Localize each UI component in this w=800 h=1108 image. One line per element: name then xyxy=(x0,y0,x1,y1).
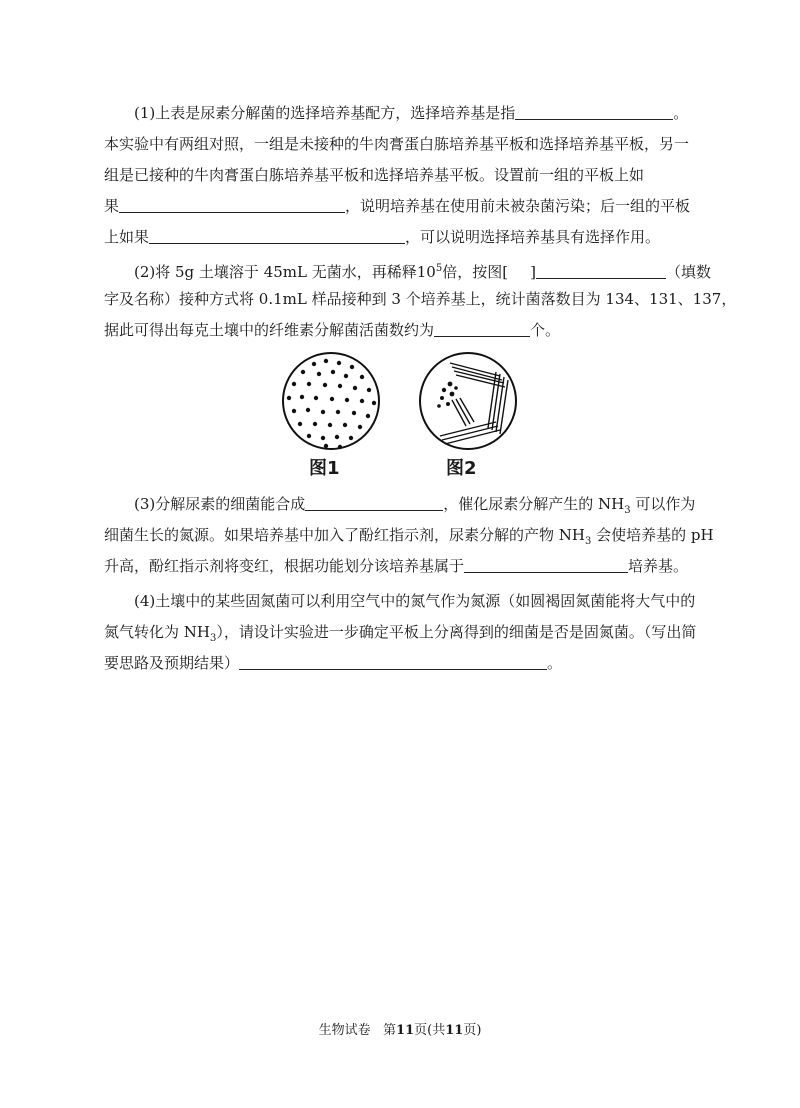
q1-line-3: 组是已接种的牛肉膏蛋白胨培养基平板和选择培养基平板。设置前一组的平板上如 xyxy=(104,166,645,184)
q2-text: 个。 xyxy=(530,321,561,339)
answer-blank-6[interactable] xyxy=(305,492,443,511)
q3-line-3 xyxy=(104,551,704,582)
figure-1-spread-plate xyxy=(283,353,379,449)
q2-text: ] xyxy=(530,263,536,281)
subscript: 3 xyxy=(624,505,631,516)
q3-text: 细菌生长的氮源。如果培养基中加入了酚红指示剂，尿素分解的产物 NH xyxy=(104,526,585,544)
q4-line-2 xyxy=(104,617,704,648)
q1-line-5 xyxy=(104,222,704,253)
figure-2-streak-plate xyxy=(420,353,516,449)
answer-blank-2[interactable] xyxy=(119,194,345,213)
figure-1-caption: 图1 xyxy=(309,458,340,479)
q3-text: (3)分解尿素的细菌能合成 xyxy=(134,495,306,513)
answer-blank-7[interactable] xyxy=(464,554,628,573)
q3-line-1 xyxy=(104,489,704,520)
q1-line-1 xyxy=(104,98,704,129)
figure-number-blank[interactable] xyxy=(508,261,530,279)
footer-text: 页) xyxy=(463,1023,482,1038)
q4-line-1: (4)土壤中的某些固氮菌可以利用空气中的氮气作为氮源（如圆褐固氮菌能将大气中的 xyxy=(134,592,696,610)
answer-blank-1[interactable] xyxy=(515,101,673,120)
figure-2-caption: 图2 xyxy=(446,458,477,479)
question-3 xyxy=(104,489,714,582)
q1-line-2: 本实验中有两组对照，一组是未接种的牛肉膏蛋白胨培养基平板和选择培养基平板，另一 xyxy=(104,135,690,153)
q4-text: 要思路及预期结果） xyxy=(104,654,240,672)
answer-blank-4[interactable] xyxy=(536,260,666,279)
figures xyxy=(274,350,534,478)
q4-text: ），请设计实验进一步确定平板上分离得到的细菌是否是固氮菌。（写出简 xyxy=(216,623,697,641)
q2-line-2: 字及名称）接种方式将 0.1mL 样品接种到 3 个培养基上，统计菌落数目为 134、131、137， xyxy=(104,290,737,308)
footer-page-number: 11 xyxy=(396,1023,415,1038)
q4-line-3 xyxy=(104,648,704,679)
answer-blank-5[interactable] xyxy=(434,318,530,337)
q1-text: ，可以说明选择培养基具有选择作用。 xyxy=(405,228,661,246)
page-footer xyxy=(0,1019,800,1038)
answer-blank-3[interactable] xyxy=(149,225,405,244)
q2-text: 10 xyxy=(416,263,436,281)
answer-blank-8[interactable] xyxy=(239,651,547,670)
q1-text: (1)上表是尿素分解菌的选择培养基配方，选择培养基是指 xyxy=(134,104,516,122)
streak-lines xyxy=(440,363,508,444)
q3-text: 会使培养基的 pH xyxy=(591,526,714,544)
q2-text: 据此可得出每克土壤中的纤维素分解菌活菌数约为 xyxy=(104,321,435,339)
footer-page-total: 11 xyxy=(445,1023,464,1038)
footer-subject: 生物试卷 xyxy=(318,1023,371,1038)
footer-text: 第 xyxy=(383,1023,397,1038)
q1-text: 上如果 xyxy=(104,228,150,246)
q2-text: （填数 xyxy=(665,263,711,281)
subscript: 3 xyxy=(209,633,217,644)
petri-dish-figures xyxy=(274,350,534,454)
footer-text: 页(共 xyxy=(414,1023,446,1038)
q2-line-1 xyxy=(104,253,711,284)
q4-text: 。 xyxy=(547,654,563,672)
q1-text: ，说明培养基在使用前未被杂菌污染；后一组的平板 xyxy=(345,197,691,215)
question-1 xyxy=(104,98,704,253)
q3-text: 升高，酚红指示剂将变红，根据功能划分该培养基属于 xyxy=(104,557,465,575)
q1-text: 。 xyxy=(673,104,689,122)
question-4 xyxy=(104,586,704,679)
subscript: 3 xyxy=(584,536,592,547)
q1-line-4 xyxy=(104,191,704,222)
q3-text: 培养基。 xyxy=(628,557,689,575)
q3-text: ，催化尿素分解产生的 NH xyxy=(443,495,625,513)
question-2 xyxy=(104,253,737,346)
q3-text: 可以作为 xyxy=(630,495,696,513)
q1-text: 果 xyxy=(104,197,120,215)
q4-text: 氮气转化为 NH xyxy=(104,623,210,641)
q2-line-3 xyxy=(104,315,704,346)
q3-line-2 xyxy=(104,520,714,551)
q2-text: 倍，按图[ xyxy=(442,263,509,281)
exponent: 5 xyxy=(435,263,443,274)
q2-text: (2)将 5g 土壤溶于 45mL 无菌水，再稀释 xyxy=(134,263,417,281)
